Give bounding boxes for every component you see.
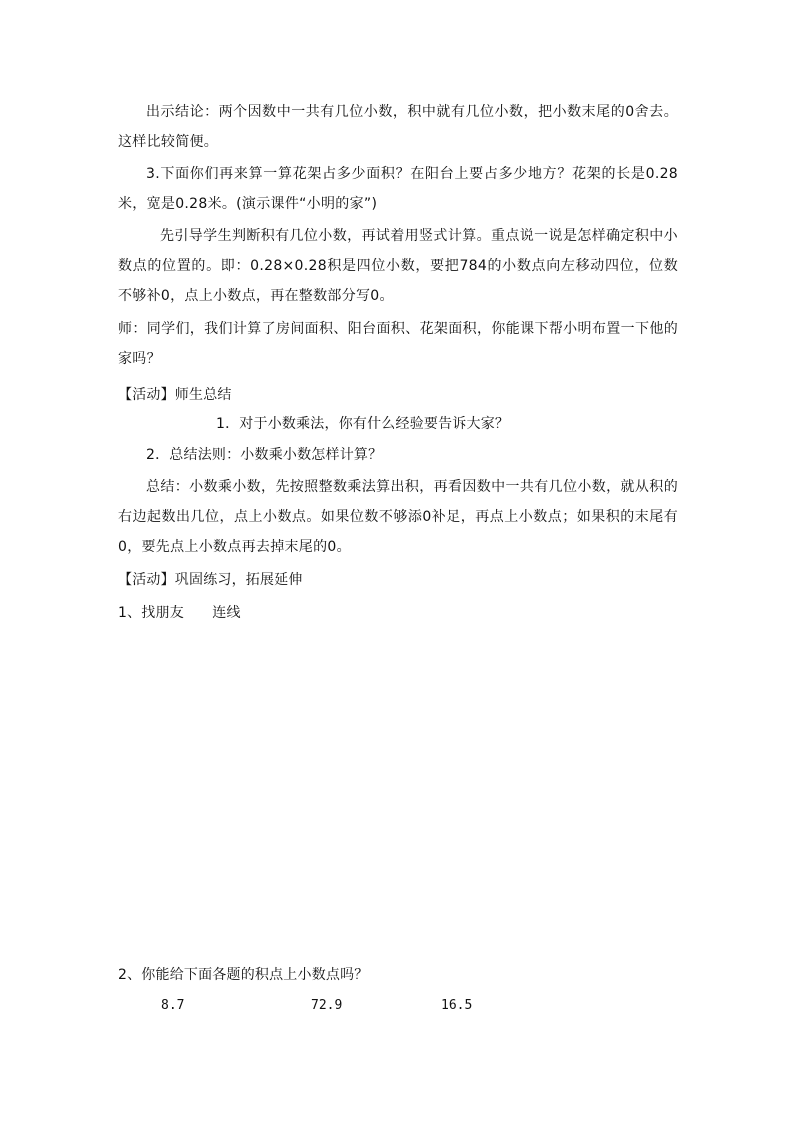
- conclusion-paragraph: 出示结论：两个因数中一共有几位小数，积中就有几位小数，把小数末尾的0舍去。这样比较简便。: [118, 104, 678, 150]
- question-2: 2．总结法则：小数乘小数怎样计算？: [146, 447, 383, 463]
- activity-summary-heading: 【活动】师生总结: [118, 387, 232, 403]
- exercise-1-title: 1、找朋友 连线: [118, 605, 241, 621]
- step3-paragraph: 3.下面你们再来算一算花架占多少面积？在阳台上要占多少地方？花架的长是0.28米，宽是0.28米。(演示课件“小明的家”): [118, 166, 678, 212]
- activity-practice-heading: 【活动】巩固练习，拓展延伸: [118, 572, 303, 588]
- number-item: 8.7: [161, 998, 185, 1013]
- question-1: 1．对于小数乘法，你有什么经验要告诉大家？: [216, 416, 510, 432]
- number-item: 16.5: [441, 998, 473, 1013]
- teacher-paragraph: 师：同学们，我们计算了房间面积、阳台面积、花架面积，你能课下帮小明布置一下他的家吗？: [118, 321, 678, 367]
- summary-paragraph: 总结：小数乘小数，先按照整数乘法算出积，再看因数中一共有几位小数，就从积的右边起数出几位，点上小数点。如果位数不够添0补足，再点上小数点；如果积的末尾有0，要先点上小数点再去掉末尾的0。: [118, 479, 678, 555]
- number-item: 72.9: [311, 998, 343, 1013]
- exercise-2-title: 2、你能给下面各题的积点上小数点吗？: [118, 967, 369, 983]
- guide-paragraph: 先引导学生判断积有几位小数，再试着用竖式计算。重点说一说是怎样确定积中小数点的位置的。即：0.28×0.28积是四位小数，要把784的小数点向左移动四位，位数不够补0，点上小数点，再在整数部分写0。: [118, 228, 678, 304]
